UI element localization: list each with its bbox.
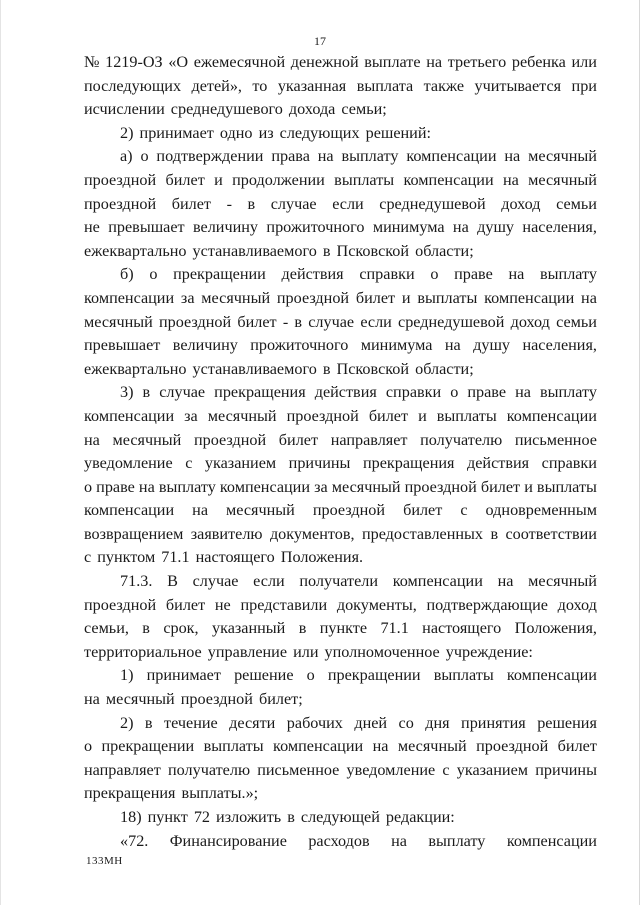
word: получатели bbox=[299, 572, 379, 591]
word: среднедушевой bbox=[379, 194, 486, 213]
word: в bbox=[490, 524, 499, 543]
text-line bbox=[84, 193, 597, 217]
text-line bbox=[84, 664, 597, 688]
text-line: территориальное управление или уполномоченное учреждение: bbox=[84, 642, 533, 661]
text-line bbox=[84, 311, 597, 335]
word: не bbox=[214, 595, 231, 614]
word: душу bbox=[477, 218, 515, 237]
text-line bbox=[84, 759, 597, 783]
word: б) bbox=[120, 265, 134, 284]
text-line bbox=[84, 476, 597, 500]
word: в bbox=[298, 619, 307, 638]
word: месячный bbox=[112, 430, 182, 449]
word: месячный bbox=[201, 288, 271, 307]
word: учитывается bbox=[474, 76, 562, 95]
word: превышает bbox=[108, 218, 185, 237]
text-line: на месячный проездной билет; bbox=[84, 690, 303, 709]
word: на bbox=[497, 572, 514, 591]
word: билет bbox=[171, 194, 212, 213]
word: справки bbox=[385, 383, 442, 402]
word: доход bbox=[557, 595, 597, 614]
text-line: исчислении среднедушевого дохода семьи; bbox=[84, 100, 387, 119]
word: компенсации bbox=[506, 831, 597, 850]
text-line bbox=[84, 570, 597, 594]
word: 1219-ОЗ bbox=[105, 53, 163, 71]
word: билет bbox=[403, 501, 443, 520]
word: а) bbox=[120, 147, 133, 166]
word: Финансирование bbox=[169, 831, 287, 850]
word: на bbox=[372, 737, 389, 756]
word: заявителю bbox=[190, 524, 263, 543]
word: компенсации bbox=[506, 666, 597, 685]
word: то bbox=[252, 76, 268, 95]
word: с bbox=[442, 760, 450, 779]
word: подтверждении bbox=[156, 147, 264, 166]
word: проездной bbox=[312, 501, 386, 520]
word: письменное bbox=[257, 760, 340, 779]
word: проездной bbox=[476, 737, 549, 756]
word: минимума bbox=[372, 218, 445, 237]
word: проездной bbox=[286, 406, 359, 425]
word: решения bbox=[537, 713, 597, 732]
word: предоставленных bbox=[361, 524, 484, 543]
word: выплату bbox=[158, 477, 216, 496]
word: уведомление bbox=[346, 760, 436, 779]
word: в bbox=[294, 312, 303, 331]
word: «О bbox=[168, 53, 189, 71]
word: соответствии bbox=[505, 524, 597, 543]
word: выплаты bbox=[433, 666, 494, 685]
word: билет bbox=[480, 477, 521, 496]
word: выплаты bbox=[436, 406, 497, 425]
text-line bbox=[84, 216, 597, 240]
word: праве bbox=[467, 383, 507, 402]
text-line bbox=[84, 145, 597, 169]
word: не bbox=[84, 218, 100, 237]
word: 71.3. bbox=[120, 572, 153, 591]
word: представили bbox=[240, 595, 328, 614]
word: доход bbox=[510, 312, 550, 331]
word: 1) bbox=[120, 666, 134, 685]
word: компенсации bbox=[506, 406, 597, 425]
word: выплаты bbox=[417, 288, 478, 307]
word: последующих bbox=[84, 76, 182, 95]
word: о bbox=[84, 737, 93, 756]
word: на bbox=[508, 265, 525, 284]
word: в bbox=[142, 619, 150, 638]
word: выплата bbox=[356, 76, 414, 95]
word: месячный bbox=[397, 737, 467, 756]
word: семьи bbox=[556, 312, 597, 331]
word: проездной bbox=[84, 170, 157, 189]
text-line bbox=[84, 263, 597, 287]
word: проездной bbox=[193, 430, 267, 449]
word: одновременным bbox=[485, 501, 597, 520]
word: о bbox=[140, 147, 149, 166]
word: - bbox=[226, 194, 232, 213]
word: справки bbox=[541, 454, 597, 473]
word: если bbox=[360, 312, 392, 331]
word: на bbox=[581, 288, 597, 307]
text-line bbox=[84, 452, 597, 476]
word: дня bbox=[425, 713, 450, 732]
word: на bbox=[504, 147, 521, 166]
word: семьи bbox=[556, 194, 597, 213]
text-line: с пунктом 71.1 настоящего Положения. bbox=[84, 548, 364, 567]
text-line bbox=[84, 594, 597, 618]
word: причины bbox=[535, 760, 597, 779]
word: на bbox=[444, 336, 461, 355]
word: В bbox=[167, 572, 178, 591]
word: прекращения bbox=[362, 454, 455, 473]
word: документы, bbox=[336, 595, 417, 614]
word: если bbox=[253, 572, 285, 591]
footer-document-code: 133МН bbox=[86, 855, 123, 867]
word: душу bbox=[473, 336, 511, 355]
word: ребенка bbox=[511, 53, 566, 71]
word: в bbox=[247, 194, 256, 213]
word: при bbox=[571, 76, 597, 95]
word: месячный bbox=[84, 312, 153, 331]
word: на bbox=[502, 170, 519, 189]
text-line bbox=[84, 712, 597, 736]
word: возвращением bbox=[84, 524, 184, 543]
word: указанием bbox=[204, 454, 277, 473]
word: «72. bbox=[120, 831, 149, 850]
word: случае bbox=[192, 572, 239, 591]
word: 2) bbox=[120, 713, 134, 732]
word: прекращения bbox=[214, 383, 306, 402]
word: на bbox=[317, 147, 334, 166]
page-number: 17 bbox=[314, 34, 326, 48]
word: причины bbox=[288, 454, 351, 473]
word: месячный bbox=[207, 406, 277, 425]
word: и bbox=[401, 288, 411, 307]
word: прекращении bbox=[101, 737, 195, 756]
word: за bbox=[314, 477, 328, 496]
word: Положения, bbox=[514, 619, 597, 638]
word: месячный bbox=[528, 170, 597, 189]
word: проездной bbox=[84, 194, 157, 213]
word: в bbox=[144, 713, 153, 732]
word: на bbox=[426, 53, 443, 71]
word: проездной bbox=[404, 477, 477, 496]
word: выплату bbox=[540, 383, 597, 402]
text-line bbox=[84, 499, 597, 523]
word: справки bbox=[359, 265, 415, 284]
text-line bbox=[84, 523, 597, 547]
text-line: ежеквартально устанавливаемого в Псковской области; bbox=[84, 241, 474, 260]
word: и bbox=[418, 406, 427, 425]
word: случае bbox=[270, 194, 317, 213]
word: компенсации bbox=[84, 501, 175, 520]
word: денежной bbox=[290, 53, 359, 71]
word: о bbox=[306, 666, 315, 685]
word: прекращении bbox=[173, 265, 266, 284]
word: проездной bbox=[276, 288, 350, 307]
word: о bbox=[84, 477, 93, 496]
word: компенсации bbox=[84, 406, 175, 425]
word: принимает bbox=[146, 666, 221, 685]
word: прожиточного bbox=[250, 336, 349, 355]
word: дней bbox=[354, 713, 388, 732]
word: принятия bbox=[461, 713, 526, 732]
word: компенсации bbox=[219, 477, 311, 496]
word: если bbox=[332, 194, 364, 213]
word: права bbox=[271, 147, 310, 166]
word: получателю bbox=[167, 760, 251, 779]
word: выплату bbox=[540, 265, 597, 284]
document-body bbox=[84, 51, 597, 853]
word: детей», bbox=[191, 76, 242, 95]
word: компенсации bbox=[392, 572, 483, 591]
word: решение bbox=[234, 666, 294, 685]
word: месячный bbox=[528, 147, 597, 166]
word: билет bbox=[278, 430, 319, 449]
text-line bbox=[84, 169, 597, 193]
text-line bbox=[84, 51, 597, 75]
word: за bbox=[184, 406, 198, 425]
word: билет bbox=[165, 595, 206, 614]
word: указанный bbox=[211, 619, 286, 638]
word: прекращении bbox=[327, 666, 421, 685]
word: компенсации bbox=[84, 288, 175, 307]
text-line: ежеквартально устанавливаемого в Псковской области; bbox=[84, 359, 474, 378]
word: расходов bbox=[308, 831, 370, 850]
word: третьего bbox=[447, 53, 507, 71]
word: и bbox=[524, 477, 533, 496]
word: срок, bbox=[163, 619, 199, 638]
text-line: 18) пункт 72 изложить в следующей редакции: bbox=[120, 808, 455, 826]
word: минимума bbox=[360, 336, 433, 355]
word: билет bbox=[165, 170, 205, 189]
scan-edge bbox=[0, 0, 1, 905]
word: о bbox=[450, 383, 459, 402]
word: рабочих bbox=[286, 713, 343, 732]
word: на bbox=[391, 831, 407, 850]
word: компенсации bbox=[273, 737, 364, 756]
word: выплате bbox=[364, 53, 421, 71]
word: и bbox=[214, 170, 223, 189]
word: указанная bbox=[277, 76, 347, 95]
word: о bbox=[430, 265, 439, 284]
word: превышает bbox=[84, 336, 161, 355]
word: величину bbox=[192, 218, 259, 237]
text-line bbox=[84, 617, 597, 641]
word: пункте bbox=[319, 619, 368, 638]
text-line bbox=[84, 830, 597, 854]
text-line: 2) принимает одно из следующих решений: bbox=[120, 123, 432, 142]
word: выплату bbox=[428, 831, 486, 850]
word: документов, bbox=[269, 524, 355, 543]
text-line bbox=[84, 735, 597, 759]
word: - bbox=[282, 312, 289, 331]
word: величину bbox=[172, 336, 238, 355]
word: также bbox=[423, 76, 465, 95]
word: в bbox=[142, 383, 151, 402]
word: получателю bbox=[420, 430, 503, 449]
word: праве bbox=[96, 477, 135, 496]
word: населения, bbox=[522, 336, 597, 355]
word: направляет bbox=[330, 430, 408, 449]
word: выплаты bbox=[203, 737, 264, 756]
word: настоящего bbox=[422, 619, 502, 638]
word: выплаты bbox=[536, 477, 597, 496]
word: билет bbox=[355, 288, 396, 307]
word: месячный bbox=[226, 501, 295, 520]
word: случае bbox=[308, 312, 355, 331]
word: билет bbox=[557, 737, 597, 756]
word: о bbox=[149, 265, 158, 284]
word: со bbox=[398, 713, 414, 732]
word: месячный bbox=[528, 572, 597, 591]
word: подтверждающие bbox=[426, 595, 548, 614]
word: случае bbox=[159, 383, 206, 402]
word: № bbox=[84, 53, 100, 71]
word: билет bbox=[368, 406, 409, 425]
text-line: прекращения выплаты.»; bbox=[84, 784, 259, 803]
text-line bbox=[84, 381, 597, 405]
word: действия bbox=[281, 265, 344, 284]
word: билет bbox=[237, 312, 277, 331]
word: продолжении bbox=[232, 170, 325, 189]
word: среднедушевой bbox=[398, 312, 505, 331]
word: проездной bbox=[84, 595, 157, 614]
text-line bbox=[84, 287, 597, 311]
word: на bbox=[192, 501, 209, 520]
word: компенсации bbox=[403, 170, 494, 189]
word: на bbox=[515, 383, 531, 402]
word: праве bbox=[454, 265, 493, 284]
word: месячный bbox=[331, 477, 401, 496]
word: или bbox=[571, 53, 597, 71]
word: 3) bbox=[120, 383, 134, 402]
word: уведомление bbox=[84, 454, 173, 473]
word: на bbox=[84, 430, 100, 449]
word: компенсации bbox=[484, 288, 575, 307]
word: компенсации bbox=[406, 147, 497, 166]
word: с bbox=[460, 501, 468, 520]
word: указанием bbox=[456, 760, 528, 779]
text-line bbox=[84, 75, 597, 99]
word: 71.1 bbox=[380, 619, 409, 638]
word: ежемесячной bbox=[193, 53, 286, 71]
text-line bbox=[84, 405, 597, 429]
word: выплаты bbox=[334, 170, 395, 189]
word: прожиточного bbox=[266, 218, 365, 237]
word: выплату bbox=[341, 147, 399, 166]
word: действия bbox=[314, 383, 377, 402]
word: семьи, bbox=[84, 619, 129, 638]
word: с bbox=[185, 454, 193, 473]
word: за bbox=[180, 288, 195, 307]
word: письменное bbox=[514, 430, 597, 449]
word: населения, bbox=[522, 218, 597, 237]
word: проездной bbox=[159, 312, 232, 331]
word: десяти bbox=[229, 713, 276, 732]
word: на bbox=[138, 477, 155, 496]
word: действия bbox=[467, 454, 530, 473]
word: доход bbox=[501, 194, 541, 213]
text-line bbox=[84, 429, 597, 453]
text-line bbox=[84, 334, 597, 358]
word: на bbox=[452, 218, 469, 237]
word: течение bbox=[164, 713, 218, 732]
word: направляет bbox=[84, 760, 161, 779]
